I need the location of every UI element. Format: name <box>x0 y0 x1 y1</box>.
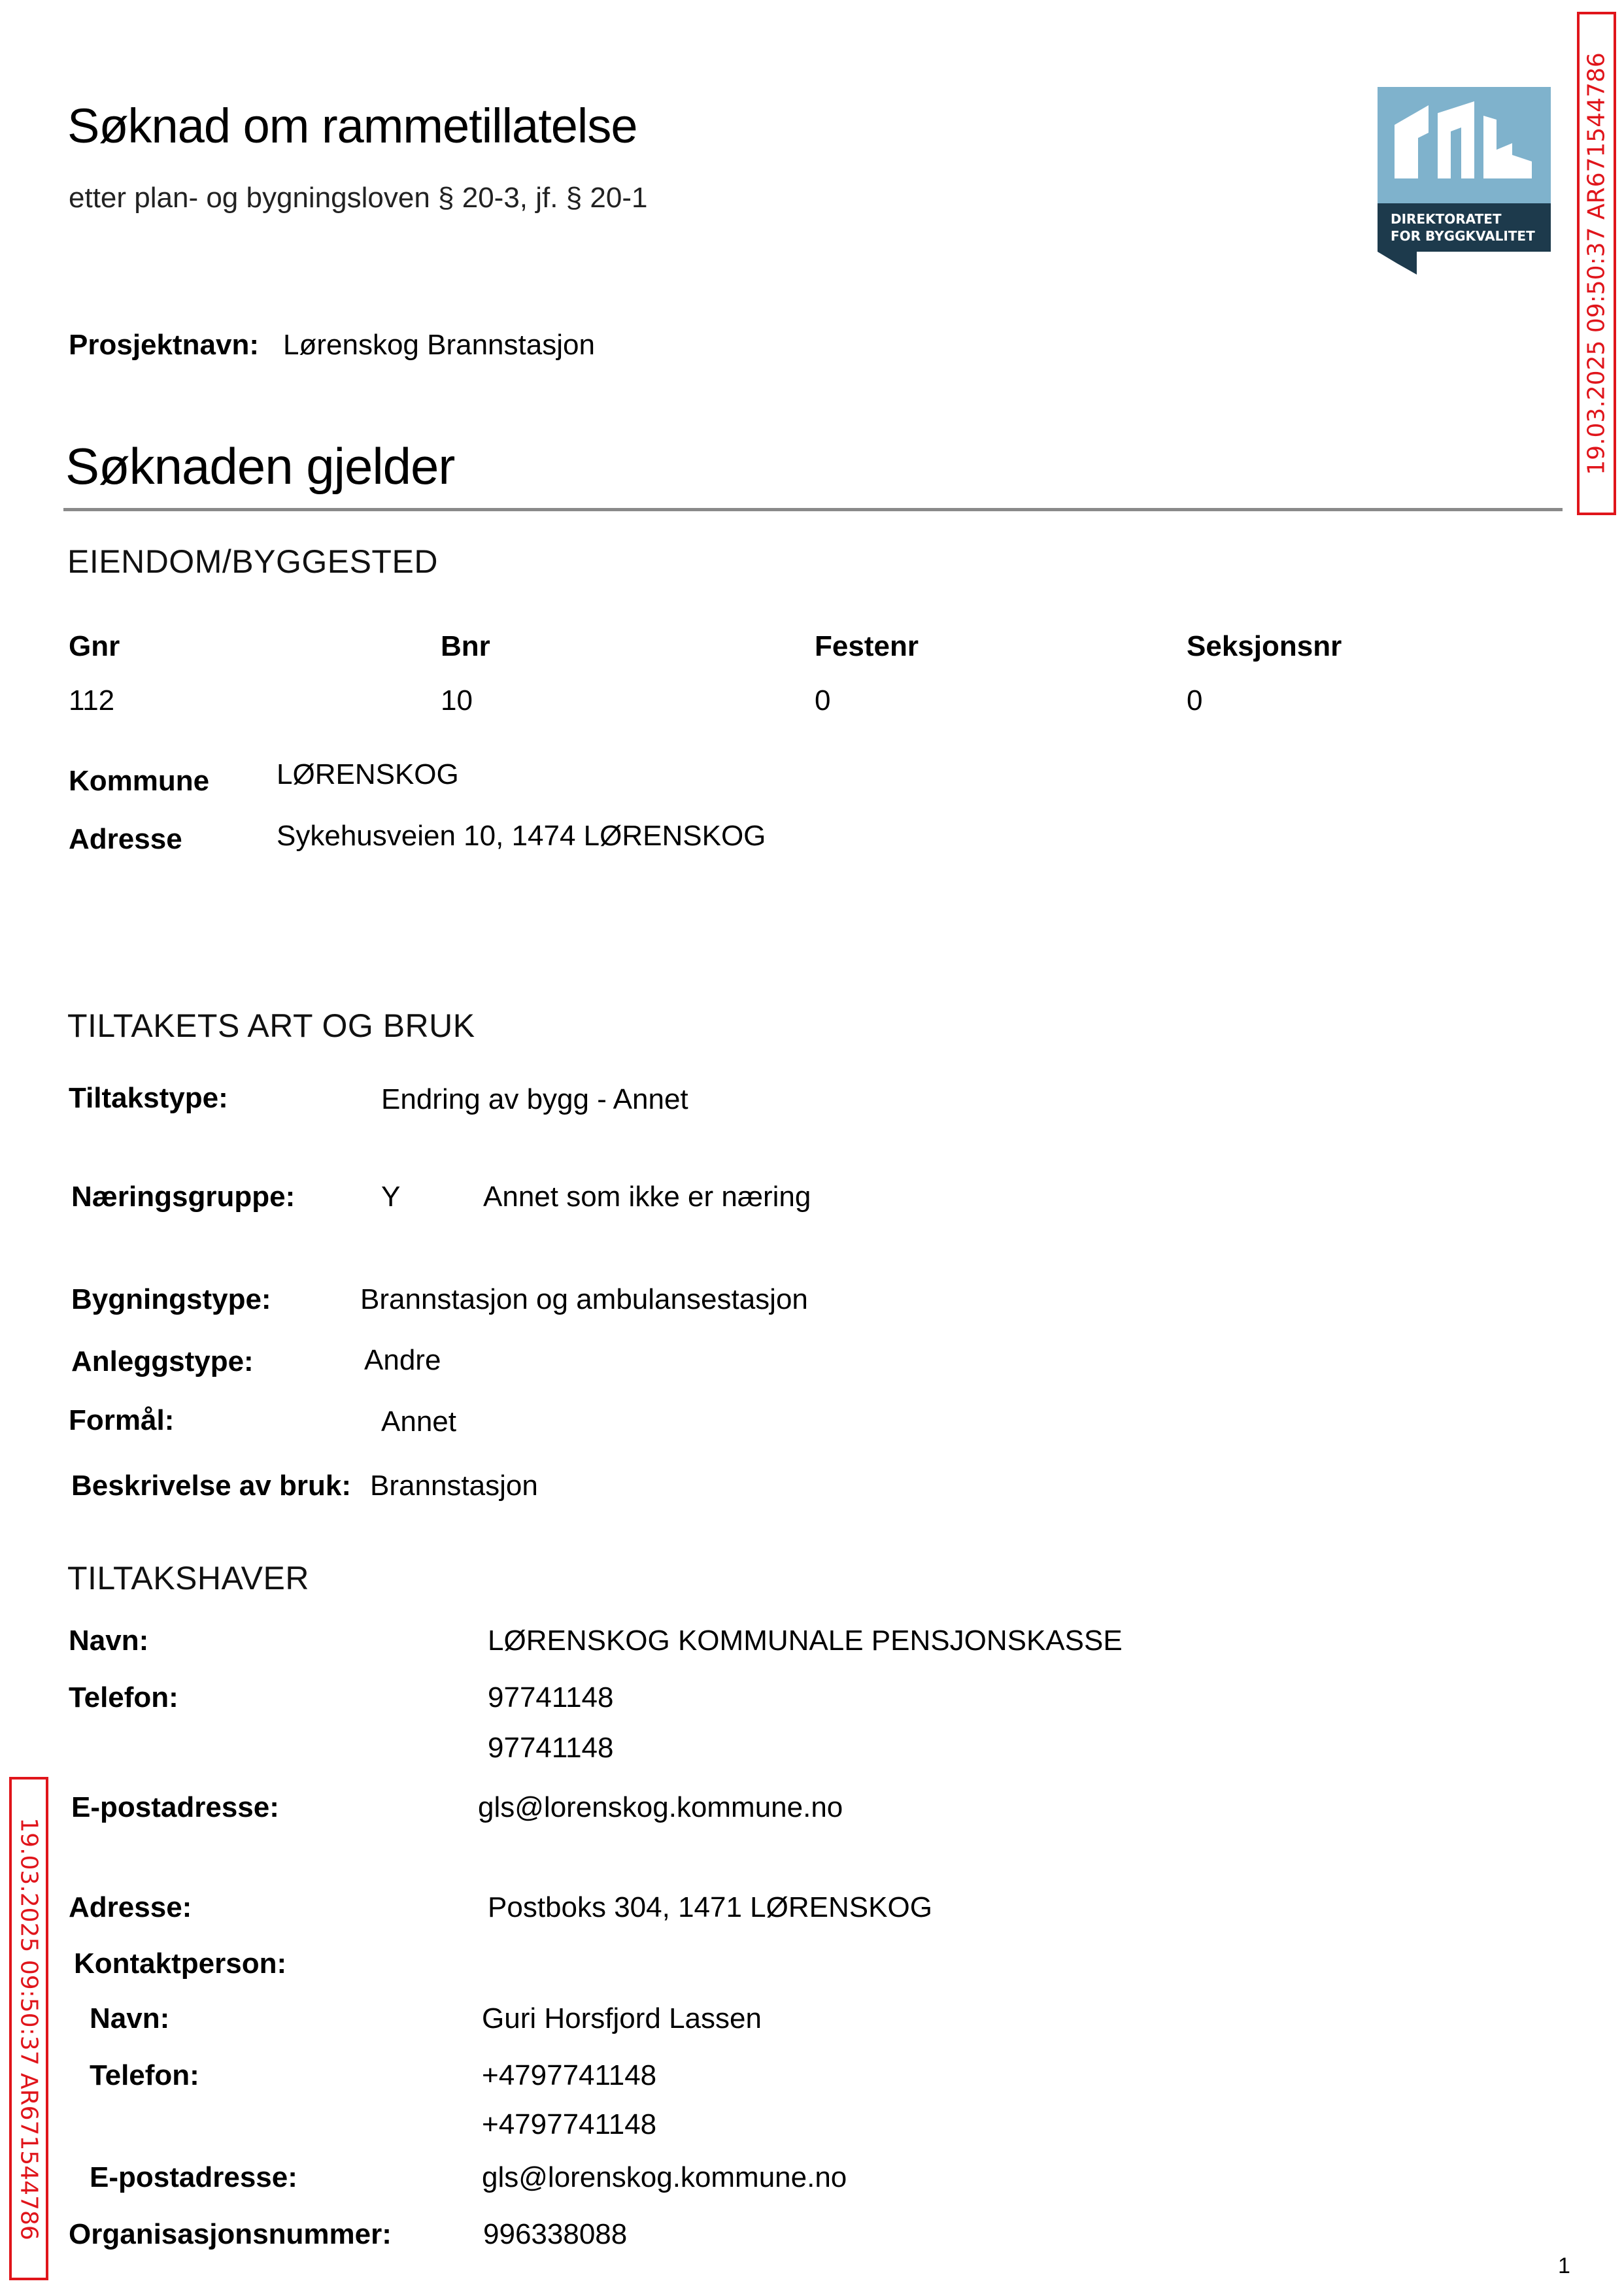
tiltakshaver-adresse-label: Adresse: <box>69 1891 192 1923</box>
tiltakshaver-adresse-value: Postboks 304, 1471 LØRENSKOG <box>488 1891 932 1923</box>
kommune-value: LØRENSKOG <box>277 758 459 790</box>
tiltakshaver-epost-label: E-postadresse: <box>71 1791 279 1823</box>
page-number: 1 <box>1558 2253 1570 2278</box>
naeringsgruppe-value: Annet som ikke er næring <box>483 1181 811 1213</box>
naeringsgruppe-code: Y <box>381 1181 401 1213</box>
organisasjonsnummer-value: 996338088 <box>483 2218 628 2250</box>
anleggstype-value: Andre <box>364 1344 441 1376</box>
tiltakshaver-epost-value: gls@lorenskog.kommune.no <box>478 1791 843 1823</box>
gnr-value: 112 <box>69 684 115 717</box>
tiltakshaver-telefon-value-1: 97741148 <box>488 1681 614 1713</box>
kommune-label: Kommune <box>69 765 210 797</box>
anleggstype-label: Anleggstype: <box>71 1345 254 1377</box>
section-title: Søknaden gjelder <box>65 437 455 495</box>
tiltak-heading: TILTAKETS ART OG BRUK <box>67 1007 475 1044</box>
timestamp-stamp-bottom <box>9 1777 48 2280</box>
organisasjonsnummer-label: Organisasjonsnummer: <box>69 2218 392 2250</box>
kontaktperson-epost-value: gls@lorenskog.kommune.no <box>482 2161 847 2193</box>
beskrivelse-value: Brannstasjon <box>370 1470 538 1502</box>
gnr-label: Gnr <box>69 630 120 662</box>
tiltakstype-value: Endring av bygg - Annet <box>381 1083 688 1115</box>
bnr-value: 10 <box>441 684 473 717</box>
tiltakstype-label: Tiltakstype: <box>69 1082 228 1114</box>
timestamp-stamp-top-text: 19.03.2025 09:50:37 AR671544786 <box>1583 52 1610 475</box>
timestamp-stamp-top <box>1577 12 1616 515</box>
beskrivelse-label: Beskrivelse av bruk: <box>71 1470 352 1502</box>
bnr-label: Bnr <box>441 630 490 662</box>
kontaktperson-epost-label: E-postadresse: <box>90 2161 297 2193</box>
tiltakshaver-telefon-label: Telefon: <box>69 1681 178 1713</box>
kontaktperson-telefon-label: Telefon: <box>90 2059 199 2091</box>
section-divider <box>63 508 1563 511</box>
bygningstype-value: Brannstasjon og ambulansestasjon <box>360 1283 808 1315</box>
tiltakshaver-navn-label: Navn: <box>69 1625 149 1657</box>
kontaktperson-navn-label: Navn: <box>90 2002 170 2034</box>
logo-line-2: FOR BYGGKVALITET <box>1391 228 1535 244</box>
tiltakshaver-navn-value: LØRENSKOG KOMMUNALE PENSJONSKASSE <box>488 1625 1123 1657</box>
festenr-label: Festenr <box>815 630 919 662</box>
formaal-label: Formål: <box>69 1404 175 1436</box>
tiltakshaver-heading: TILTAKSHAVER <box>67 1560 309 1596</box>
bygningstype-label: Bygningstype: <box>71 1283 271 1315</box>
formaal-value: Annet <box>381 1406 456 1438</box>
document-subtitle: etter plan- og bygningsloven § 20-3, jf. § 20-1 <box>69 182 648 214</box>
kontaktperson-telefon-value-2: +4797741148 <box>482 2108 657 2140</box>
tiltakshaver-telefon-value-2: 97741148 <box>488 1732 614 1764</box>
adresse-label: Adresse <box>69 823 182 855</box>
kontaktperson-navn-value: Guri Horsfjord Lassen <box>482 2002 762 2034</box>
seksjonsnr-value: 0 <box>1187 684 1203 717</box>
festenr-value: 0 <box>815 684 831 717</box>
logo-line-1: DIREKTORATET <box>1391 211 1502 227</box>
naeringsgruppe-label: Næringsgruppe: <box>71 1181 296 1213</box>
kontaktperson-telefon-value-1: +4797741148 <box>482 2059 657 2091</box>
document-title: Søknad om rammetillatelse <box>67 99 637 153</box>
adresse-value: Sykehusveien 10, 1474 LØRENSKOG <box>277 820 766 852</box>
dibk-logo <box>1378 87 1551 275</box>
project-name-value: Lørenskog Brannstasjon <box>283 329 595 361</box>
eiendom-heading: EIENDOM/BYGGESTED <box>67 543 438 580</box>
seksjonsnr-label: Seksjonsnr <box>1187 630 1342 662</box>
timestamp-stamp-bottom-text: 19.03.2025 09:50:37 AR671544786 <box>15 1817 42 2240</box>
kontaktperson-label: Kontaktperson: <box>74 1948 287 1980</box>
project-name-label: Prosjektnavn: <box>69 329 259 361</box>
